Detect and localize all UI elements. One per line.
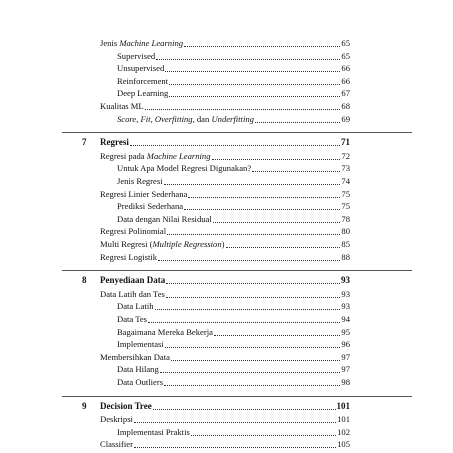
entry-title — [100, 252, 157, 263]
dot-leader — [255, 122, 340, 123]
dot-leader — [165, 71, 340, 72]
toc-subsection-entry[interactable] — [117, 162, 350, 174]
page-number: 97 — [341, 364, 350, 375]
dot-leader — [169, 96, 340, 97]
entry-title-part: Machine Learning — [146, 150, 211, 161]
entry-title-part: Data Tes — [117, 314, 148, 324]
entry-title-part: Data Latih — [117, 301, 154, 312]
dot-leader — [212, 159, 341, 160]
entry-title — [117, 314, 147, 325]
entry-title-part: Unsupervised — [117, 63, 165, 74]
entry-title — [100, 414, 133, 425]
chapter-title: Penyediaan Data — [100, 275, 166, 286]
entry-title-part: Deep Learning — [117, 88, 169, 99]
entry-title — [117, 364, 159, 375]
page-number: 95 — [341, 326, 350, 337]
page-number: 93 — [341, 275, 350, 286]
dot-leader — [134, 447, 336, 448]
entry-title — [100, 38, 183, 49]
dot-leader — [166, 297, 341, 298]
page-number: 94 — [341, 314, 350, 324]
entry-title-part: Deskripsi — [100, 414, 133, 425]
page-number: 68 — [341, 101, 350, 111]
entry-title — [117, 114, 254, 125]
page-number: 71 — [341, 137, 350, 148]
entry-title — [100, 439, 133, 450]
toc-subsection-entry[interactable] — [117, 326, 350, 338]
dot-leader — [155, 309, 341, 310]
toc-section-entry[interactable] — [100, 37, 350, 49]
entry-title-part: Multiple Regression — [152, 239, 222, 249]
dot-leader — [252, 171, 340, 172]
dot-leader — [166, 283, 340, 284]
entry-title-part: Regresi pada — [100, 150, 147, 161]
entry-title — [117, 214, 212, 225]
chapter-divider — [62, 132, 412, 133]
dot-leader — [169, 84, 340, 85]
entry-title-part: Untuk Apa Model Regresi Digunakan? — [117, 163, 252, 174]
page-number: 96 — [341, 339, 350, 350]
entry-title-part: , dan — [192, 113, 212, 124]
entry-title-part: Regresi Polinomial — [100, 226, 167, 237]
toc-section-entry[interactable] — [100, 351, 350, 363]
dot-leader — [134, 422, 336, 423]
page-number: 65 — [341, 38, 350, 48]
entry-title — [117, 51, 155, 62]
entry-title — [100, 226, 166, 237]
toc-section-entry[interactable] — [100, 150, 350, 162]
entry-title — [117, 176, 163, 187]
toc-subsection-entry[interactable] — [117, 376, 350, 388]
toc-subsection-entry[interactable] — [117, 87, 350, 99]
page-number: 74 — [341, 176, 350, 186]
toc-section-entry[interactable] — [100, 438, 350, 450]
entry-title-part: Underfitting — [211, 113, 254, 124]
entry-title-part: Score, Fit, Overfitting — [117, 113, 193, 124]
entry-title-part: Data Outliers — [117, 377, 164, 387]
toc-section-entry[interactable] — [100, 238, 350, 250]
page-number: 93 — [341, 288, 350, 299]
entry-title-part: Machine Learning — [119, 38, 184, 48]
entry-title — [117, 76, 168, 87]
entry-title — [117, 301, 154, 312]
entry-title-part: Data Hilang — [117, 364, 159, 375]
dot-leader — [130, 145, 340, 146]
entry-title — [117, 339, 164, 350]
entry-title — [100, 189, 187, 200]
chapter-divider — [62, 270, 412, 271]
chapter-divider — [62, 396, 412, 397]
toc-section-entry[interactable] — [100, 188, 350, 200]
entry-title-part: Implementasi — [117, 339, 164, 350]
dot-leader — [156, 59, 340, 60]
dot-leader — [167, 234, 340, 235]
toc-subsection-entry[interactable] — [117, 213, 350, 225]
toc-chapter-entry[interactable] — [100, 274, 350, 286]
entry-title-part: Regresi Linier Sederhana — [100, 188, 188, 199]
toc-subsection-entry[interactable] — [117, 175, 350, 187]
page-number: 88 — [341, 251, 350, 262]
page-number: 72 — [341, 150, 350, 161]
entry-title — [100, 289, 165, 300]
dot-leader — [153, 409, 336, 410]
page-number: 101 — [336, 400, 350, 411]
dot-leader — [165, 347, 341, 348]
page-number: 85 — [341, 239, 350, 249]
entry-title — [117, 327, 213, 338]
page-number: 97 — [341, 351, 350, 362]
entry-title — [100, 151, 211, 162]
dot-leader — [226, 247, 341, 248]
dot-leader — [171, 360, 340, 361]
page-number: 101 — [337, 414, 350, 425]
toc-subsection-entry[interactable] — [117, 113, 350, 125]
dot-leader — [164, 184, 341, 185]
page-number: 67 — [341, 88, 350, 99]
page-number: 66 — [341, 63, 350, 74]
dot-leader — [191, 435, 336, 436]
entry-title-part: ) — [221, 239, 225, 249]
entry-title-part: Kualitas ML — [100, 101, 144, 111]
entry-title-part: Prediksi Sederhana — [117, 201, 184, 212]
page-number: 105 — [337, 439, 350, 450]
toc-subsection-entry[interactable] — [117, 363, 350, 375]
entry-title-part: Data Latih dan Tes — [100, 288, 165, 299]
entry-title — [100, 101, 144, 112]
toc-section-entry[interactable] — [100, 225, 350, 237]
page-number: 73 — [341, 163, 350, 174]
entry-title-part: Multi Regresi ( — [100, 239, 153, 249]
toc-chapter-entry[interactable] — [100, 136, 350, 148]
entry-title — [117, 377, 163, 388]
toc-chapter-entry[interactable] — [100, 400, 350, 412]
dot-leader — [213, 222, 341, 223]
page-number: 65 — [341, 50, 350, 61]
toc-section-entry[interactable] — [100, 288, 350, 300]
dot-leader — [214, 335, 340, 336]
page-number: 69 — [341, 113, 350, 124]
entry-title-part: Supervised — [117, 50, 156, 61]
page-number: 102 — [337, 426, 350, 437]
page-number: 75 — [341, 188, 350, 199]
entry-title — [100, 239, 225, 250]
dot-leader — [145, 109, 341, 110]
chapter-title: Decision Tree — [100, 400, 152, 411]
page-number: 75 — [341, 201, 350, 212]
entry-title — [117, 63, 164, 74]
entry-title — [117, 163, 251, 174]
entry-title-part: Jenis Regresi — [117, 176, 163, 186]
dot-leader — [158, 260, 340, 261]
toc-section-entry[interactable] — [100, 413, 350, 425]
toc-subsection-entry[interactable] — [117, 62, 350, 74]
entry-title-part: Classifier — [100, 439, 133, 450]
dot-leader — [188, 197, 340, 198]
page-number: 98 — [341, 377, 350, 387]
page-number: 66 — [341, 75, 350, 86]
dot-leader — [184, 46, 340, 47]
entry-title-part: Jenis — [100, 38, 120, 48]
toc-section-entry[interactable] — [100, 251, 350, 263]
entry-title — [117, 427, 190, 438]
entry-title-part: Bagaimana Mereka Bekerja — [117, 326, 213, 337]
dot-leader — [184, 209, 340, 210]
dot-leader — [148, 322, 340, 323]
toc-section-entry[interactable] — [100, 100, 350, 112]
chapter-number: 8 — [82, 275, 87, 286]
page-number: 78 — [341, 213, 350, 224]
entry-title — [100, 352, 170, 363]
entry-title — [117, 88, 168, 99]
toc-subsection-entry[interactable] — [117, 50, 350, 62]
toc-subsection-entry[interactable] — [117, 426, 350, 438]
chapter-number: 9 — [82, 400, 87, 411]
toc-subsection-entry[interactable] — [117, 338, 350, 350]
entry-title-part: Membersihkan Data — [100, 351, 170, 362]
entry-title-part: Implementasi Praktis — [117, 426, 190, 437]
entry-title-part: Reinforcement — [117, 75, 169, 86]
dot-leader — [160, 372, 341, 373]
entry-title-part: Regresi Logistik — [100, 251, 158, 262]
entry-title-part: Data dengan Nilai Residual — [117, 213, 212, 224]
toc-subsection-entry[interactable] — [117, 200, 350, 212]
dot-leader — [164, 385, 340, 386]
page-number: 93 — [341, 301, 350, 312]
page-number: 80 — [341, 226, 350, 237]
toc-subsection-entry[interactable] — [117, 313, 350, 325]
toc-subsection-entry[interactable] — [117, 300, 350, 312]
chapter-title: Regresi — [100, 137, 129, 148]
chapter-number: 7 — [82, 137, 87, 148]
toc-subsection-entry[interactable] — [117, 75, 350, 87]
entry-title — [117, 201, 183, 212]
